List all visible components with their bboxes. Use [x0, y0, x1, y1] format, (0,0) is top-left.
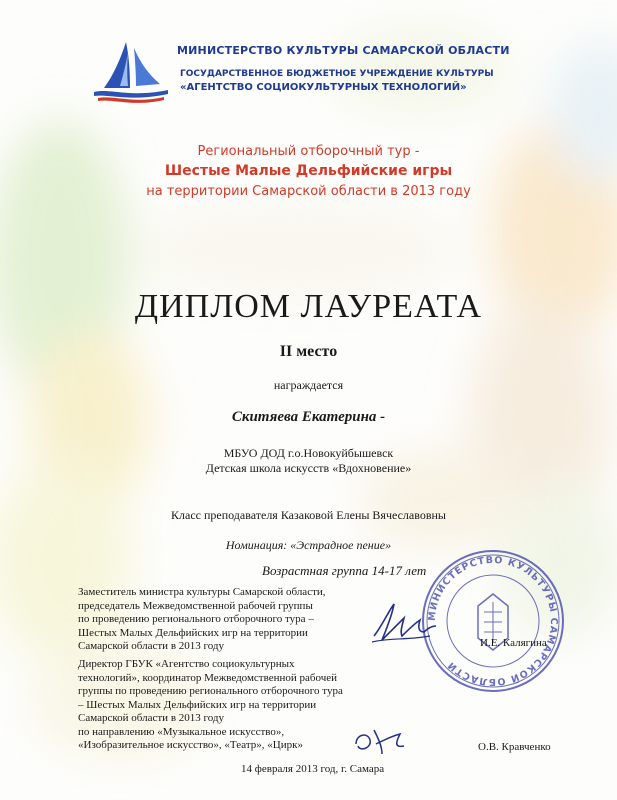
signatory-1-name: И.Е. Калягина [480, 637, 547, 649]
event-line-2: Шестые Малые Дельфийские игры [164, 163, 453, 179]
signatory-2-line: по направлению «Музыкальное искусство», [78, 725, 285, 738]
signatory-1-line: Заместитель министра культуры Самарской области, [78, 586, 326, 598]
teacher-line: Класс преподавателя Казаковой Елены Вячеславовны [171, 508, 446, 522]
institution-heading: ГОСУДАРСТВЕННОЕ БЮДЖЕТНОЕ УЧРЕЖДЕНИЕ КУЛЬТУРЫ [180, 69, 494, 79]
signatory-2-name: О.В. Кравченко [478, 741, 551, 753]
signatory-1-line: Самарской области в 2013 году [78, 640, 225, 652]
recipient-name: Скитяева Екатерина - [231, 409, 386, 425]
stamp-text: МИНИСТЕРСТВО КУЛЬТУРЫ САМАРСКОЙ ОБЛАСТИ [426, 554, 560, 688]
agency-heading: «АГЕНТСТВО СОЦИОКУЛЬТУРНЫХ ТЕХНОЛОГИЙ» [180, 82, 467, 93]
signatory-2-line: технологий», координатор Межведомственной рабочей [78, 671, 338, 684]
official-stamp [418, 546, 568, 696]
signature-1 [368, 596, 440, 648]
signatory-2-line: Самарской области в 2013 году [78, 712, 225, 724]
event-line-3: на территории Самарской области в 2013 году [146, 184, 471, 199]
signatory-1-line: председатель Межведомственной рабочей группы [78, 599, 313, 612]
awarded-label: награждается [273, 378, 344, 392]
signatory-1-line: по проведению регионального отборочного тура – [78, 613, 314, 625]
place-label: II место [279, 343, 338, 360]
event-line-1: Региональный отборочный тур - [197, 144, 420, 159]
signatory-1-line: Шестых Малых Дельфийских игр на территории [78, 626, 308, 639]
signatory-2-title [78, 658, 343, 753]
age-group-line: Возрастная группа 14-17 лет [262, 563, 427, 578]
nomination-line: Номинация: «Эстрадное пение» [225, 538, 392, 552]
diploma-title: ДИПЛОМ ЛАУРЕАТА [134, 288, 483, 325]
signatory-2-line: «Изобразительное искусство», «Театр», «Цирк» [78, 739, 303, 751]
signatory-2-line: – Шестых Малых Дельфийских игр на территории [78, 698, 317, 711]
signature-2 [352, 724, 410, 758]
signatory-2-line: Директор ГБУК «Агентство социокультурных [78, 658, 295, 670]
organization-line-1: МБУО ДОД г.о.Новокуйбышевск [223, 446, 394, 460]
signatory-2-line: группы по проведению регионального отборочного тура [78, 685, 343, 697]
date-place: 14 февраля 2013 год, г. Самара [241, 763, 385, 775]
organization-line-2: Детская школа искусств «Вдохновение» [205, 461, 412, 475]
signatory-1-title [78, 586, 326, 654]
ministry-heading: МИНИСТЕРСТВО КУЛЬТУРЫ САМАРСКОЙ ОБЛАСТИ [177, 44, 510, 57]
sail-logo-icon [90, 38, 172, 110]
